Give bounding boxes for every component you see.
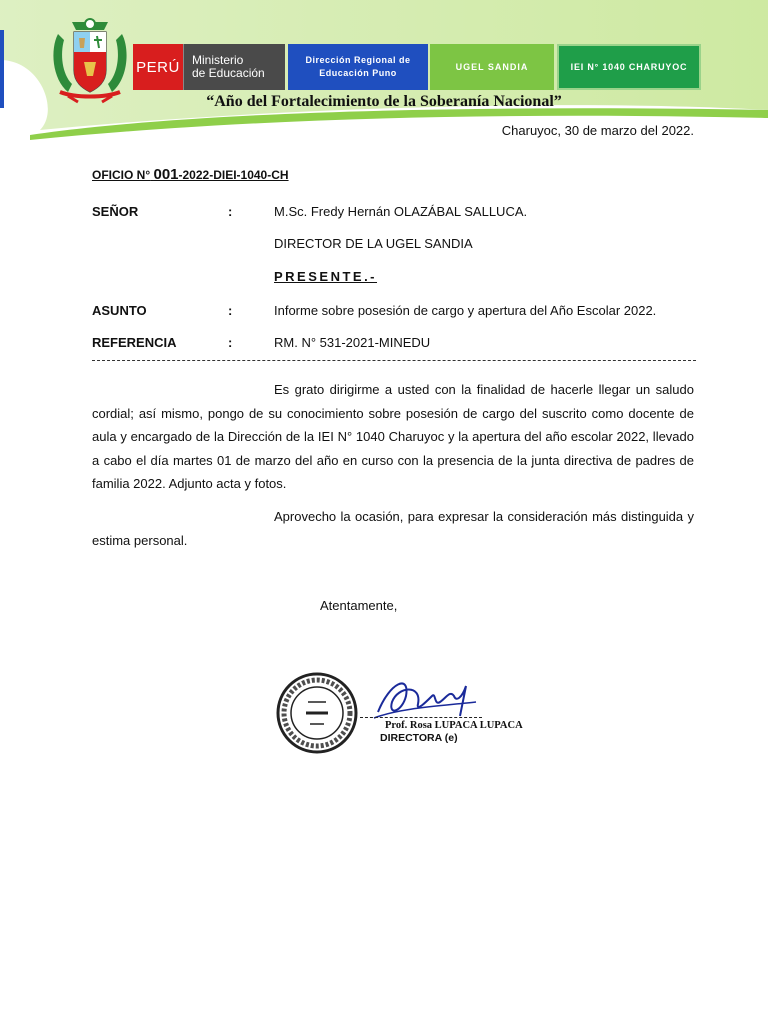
recipient-name: M.Sc. Fredy Hernán OLAZÁBAL SALLUCA. xyxy=(274,204,528,219)
signature-line xyxy=(360,717,482,718)
dre-puno-label: Dirección Regional de Educación Puno xyxy=(288,44,428,90)
subject-row xyxy=(92,303,704,318)
colon: : xyxy=(228,204,233,219)
recipient-row xyxy=(92,204,704,219)
signer-name: Prof. Rosa LUPACA LUPACA xyxy=(385,720,523,731)
peru-coat-of-arms-icon xyxy=(50,14,130,104)
referencia-value: RM. N° 531-2021-MINEDU xyxy=(274,335,431,350)
recipient-title: DIRECTOR DE LA UGEL SANDIA xyxy=(274,236,473,251)
asunto-value: Informe sobre posesión de cargo y apertura del Año Escolar 2022. xyxy=(274,303,657,318)
colon: : xyxy=(228,335,233,350)
body-paragraph-1: Es grato dirigirme a usted con la finalidad de hacerle llegar un saludo cordial; así mismo, pongo de su conocimiento sobre posesión de cargo del suscrito como docente de aula y encargado de la Dirección de la IEI N° 1040 Charuyoc y la apertura del año escolar 2022, llevado a cabo el día martes 01 de marzo del año en curso con la presencia de la junta directiva de padres de familia 2022. Adjunto acta y fotos. xyxy=(92,382,694,491)
signer-role: DIRECTORA (e) xyxy=(380,732,458,744)
colon: : xyxy=(228,303,233,318)
oficio-number: OFICIO N° 001-2022-DIEI-1040-CH xyxy=(92,166,289,183)
ugel-sandia-label: UGEL SANDIA xyxy=(430,44,554,90)
senor-label: SEÑOR xyxy=(92,204,139,219)
closing-text: Atentamente, xyxy=(320,598,398,613)
official-seal-icon xyxy=(276,672,358,754)
referencia-label: REFERENCIA xyxy=(92,335,177,350)
iei-label: IEI N° 1040 CHARUYOC xyxy=(557,44,701,90)
peru-label: PERÚ xyxy=(133,44,183,90)
letter-date: Charuyoc, 30 de marzo del 2022. xyxy=(501,123,694,138)
asunto-label: ASUNTO xyxy=(92,303,147,318)
presente-label: PRESENTE.- xyxy=(274,269,378,284)
reference-row xyxy=(92,335,704,350)
year-motto: “Año del Fortalecimiento de la Soberanía Nacional” xyxy=(206,93,562,110)
body-paragraph-2: Aprovecho la ocasión, para expresar la consideración más distinguida y estima personal. xyxy=(92,509,694,548)
ministerio-label: Ministerio de Educación xyxy=(183,44,285,90)
divider xyxy=(92,360,696,361)
